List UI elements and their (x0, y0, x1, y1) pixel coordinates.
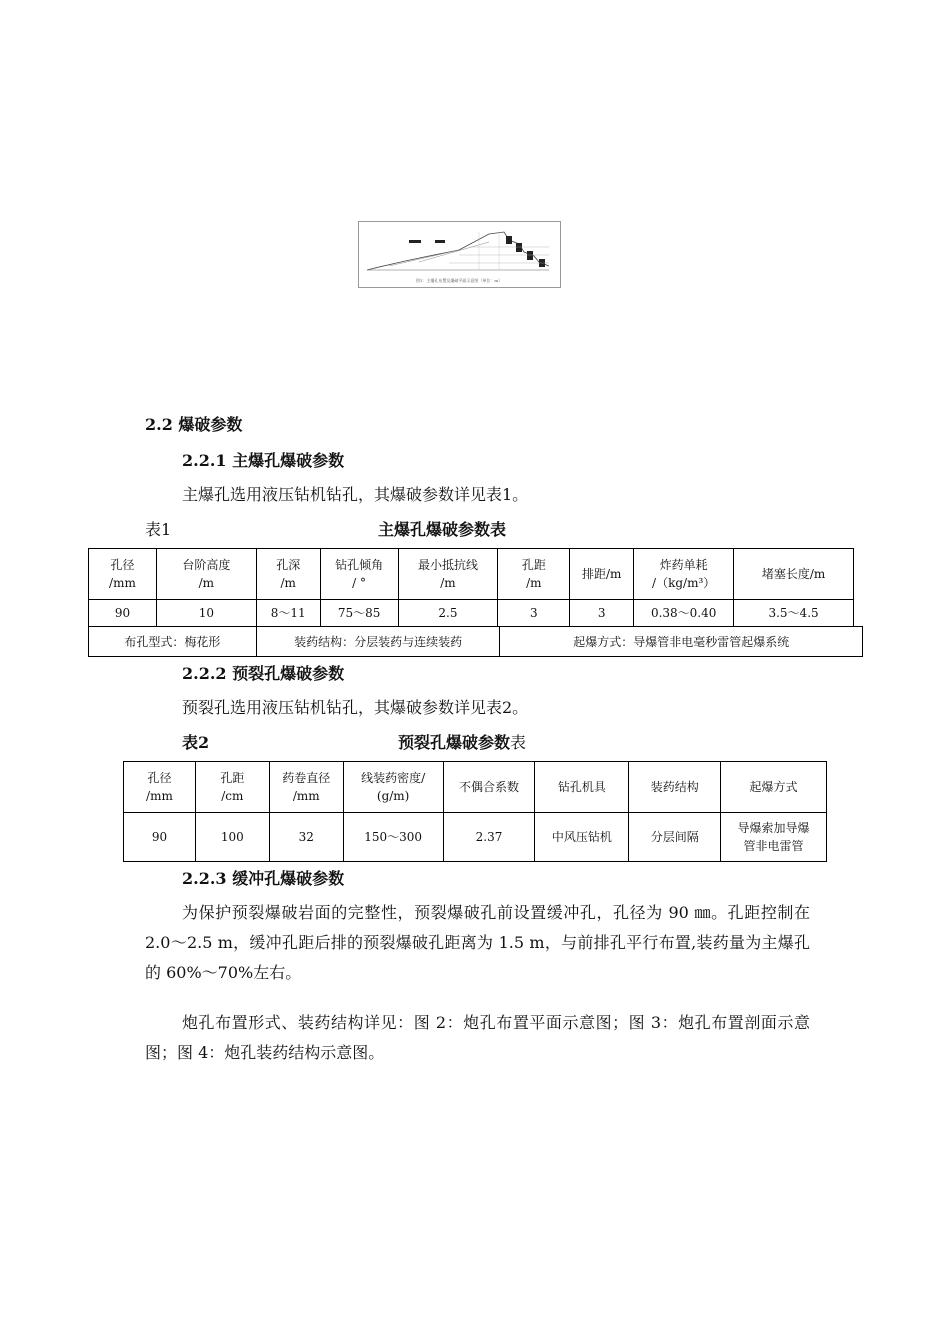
table2-header-cell: 线装药密度/ (g/m) (343, 762, 443, 813)
table1-value-cell: 3 (498, 600, 570, 627)
initiation-method-cell: 起爆方式：导爆管非电毫秒雷管起爆系统 (500, 627, 863, 657)
table2-title-wrap (398, 730, 526, 753)
table1-header-cell: 孔深 /m (256, 549, 320, 600)
table1-header-cell: 最小抵抗线 /m (398, 549, 498, 600)
table2-title-suffix: 表 (510, 733, 527, 752)
table1-value-cell: 2.5 (398, 600, 498, 627)
table2-value-cell: 分层间隔 (629, 813, 721, 862)
main-hole-parameter-table (88, 548, 854, 627)
table1-value-cell: 75～85 (320, 600, 398, 627)
table2-header-cell: 钻孔机具 (535, 762, 629, 813)
table2-header-cell: 孔距 /cm (195, 762, 269, 813)
table1-label: 表1 (145, 520, 172, 539)
table1-header-cell: 孔径 /mm (89, 549, 157, 600)
table2-header-cell: 孔径 /mm (124, 762, 196, 813)
table2-header-cell: 起爆方式 (721, 762, 827, 813)
table2-value-cell: 90 (124, 813, 196, 862)
table1-header-cell: 排距/m (570, 549, 634, 600)
table2-label: 表2 (182, 733, 210, 752)
table1-header-cell: 钻孔倾角 / ° (320, 549, 398, 600)
charge-structure-cell: 装药结构：分层装药与连续装药 (256, 627, 500, 657)
section-heading: 2.2 爆破参数 (145, 415, 243, 434)
hole-layout-paragraph: 炮孔布置形式、装药结构详见：图 2：炮孔布置平面示意图；图 3：炮孔布置剖面示意图；图 4：炮孔装药结构示意图。 (145, 1013, 810, 1062)
figure-blasting-diagram (358, 221, 561, 288)
table1-footer-row (89, 627, 863, 657)
figure-caption: 图1：主爆孔布置及爆破平面示意图（单位：m） (415, 278, 503, 283)
table2-value-cell: 100 (195, 813, 269, 862)
presplit-hole-parameter-table (123, 761, 827, 862)
table2-header-cell: 药卷直径 /mm (269, 762, 343, 813)
table2-header-row (124, 762, 827, 813)
buffer-hole-paragraph: 为保护预裂爆破岩面的完整性，预裂爆破孔前设置缓冲孔，孔径为 90 ㎜。孔距控制在 2.0～2.5 m，缓冲孔距后排的预裂爆破孔距离为 1.5 m，与前排孔平行布置,装药量为主爆孔的 60%～70%左右。 (145, 903, 810, 982)
table1-value-cell: 0.38～0.40 (634, 600, 734, 627)
table2-value-cell: 2.37 (443, 813, 535, 862)
table1-header-row (89, 549, 854, 600)
table2-value-cell: 导爆索加导爆 管非电雷管 (721, 813, 827, 862)
presplit-hole-intro: 预裂孔选用液压钻机钻孔，其爆破参数详见表2。 (182, 698, 529, 717)
table2-header-cell: 不偶合系数 (443, 762, 535, 813)
table2-value-cell: 150～300 (343, 813, 443, 862)
main-hole-intro: 主爆孔选用液压钻机钻孔，其爆破参数详见表1。 (182, 485, 529, 504)
table1-value-cell: 10 (156, 600, 256, 627)
table2-value-cell: 中风压钻机 (535, 813, 629, 862)
presplit-hole-heading: 2.2.2 预裂孔爆破参数 (182, 664, 345, 683)
table2-value-row (124, 813, 827, 862)
main-hole-heading: 2.2.1 主爆孔爆破参数 (182, 451, 345, 470)
table2-value-cell: 32 (269, 813, 343, 862)
table1-title: 主爆孔爆破参数表 (378, 520, 507, 539)
table2-header-cell: 装药结构 (629, 762, 721, 813)
main-hole-footer-table (88, 626, 863, 657)
buffer-hole-heading: 2.2.3 缓冲孔爆破参数 (182, 869, 345, 888)
table1-header-cell: 炸药单耗 /（kg/m³） (634, 549, 734, 600)
table1-value-cell: 3.5～4.5 (734, 600, 854, 627)
table1-value-cell: 90 (89, 600, 157, 627)
table1-header-cell: 台阶高度 /m (156, 549, 256, 600)
table1-header-cell: 堵塞长度/m (734, 549, 854, 600)
layout-pattern-cell: 布孔型式：梅花形 (89, 627, 257, 657)
table1-value-cell: 8～11 (256, 600, 320, 627)
table1-value-cell: 3 (570, 600, 634, 627)
table2-title: 预裂孔爆破参数 (398, 733, 511, 752)
table1-value-row (89, 600, 854, 627)
blasting-diagram-illustration (359, 222, 560, 287)
table1-header-cell: 孔距 /m (498, 549, 570, 600)
